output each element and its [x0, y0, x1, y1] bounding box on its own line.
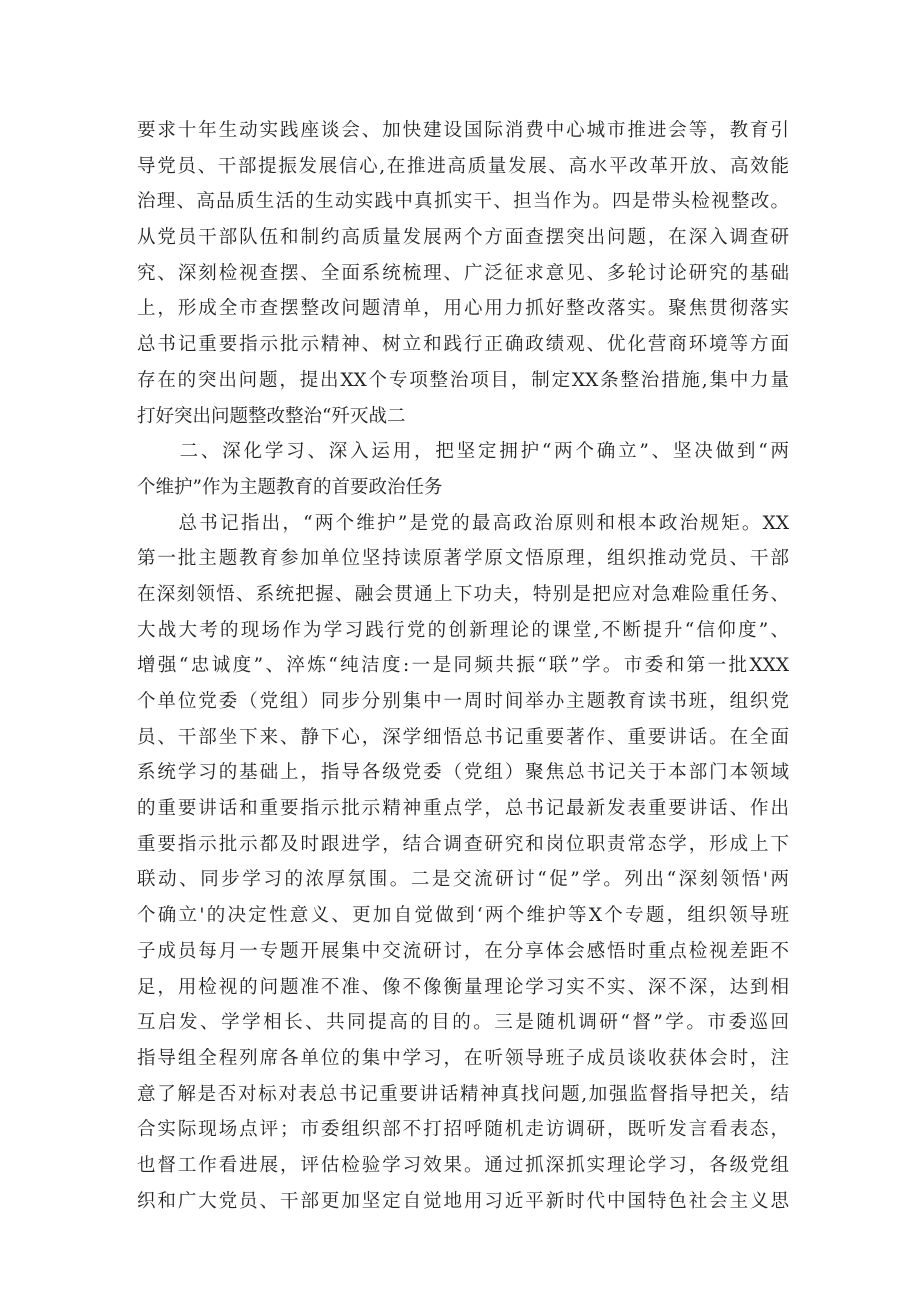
- text-line: 从党员干部队伍和制约高质量发展两个方面查摆突出问题，在深入调查研: [137, 227, 789, 249]
- text-line: 要求十年生动实践座谈会、加快建设国际消费中心城市推进会等，教育引: [137, 120, 789, 141]
- text-line: 也督工作看进展，评估检验学习效果。通过抓深抓实理论学习，各级党组: [137, 1154, 789, 1176]
- text-line: 足，用检视的问题准不准、像不像衡量理论学习实不实、深不深，达到相: [137, 976, 789, 998]
- text-line: 第一批主题教育参加单位坚持读原著学原文悟原理，组织推动党员、干部: [137, 548, 789, 570]
- text-line: 个单位党委（党组）同步分别集中一周时间举办主题教育读书班，组织党: [137, 691, 789, 712]
- text-line: 联动、同步学习的浓厚氛围。二是交流研讨“促”学。列出“深刻领悟'两: [137, 869, 789, 891]
- text-line: 大战大考的现场作为学习践行党的创新理论的课堂,不断提升“信仰度”、: [137, 619, 789, 641]
- text-line: 打好突出问题整改整治“歼灭战二: [137, 405, 406, 427]
- text-line: 互启发、学学相长、共同提高的目的。三是随机调研“督”学。市委巡回: [137, 1012, 789, 1034]
- text-line: 个确立'的决定性意义、更加自觉做到‘两个维护等X个专题，组织领导班: [137, 905, 789, 927]
- section-heading-line: 二、深化学习、深入运用，把坚定拥护“两个确立”、坚决做到“两: [137, 441, 789, 463]
- text-line: 上，形成全市查摆整改问题清单，用心用力抓好整改落实。聚焦贯彻落实: [137, 298, 789, 320]
- text-line: 的重要讲话和重要指示批示精神重点学，总书记最新发表重要讲话、作出: [137, 798, 789, 820]
- text-line: 重要指示批示都及时跟进学，结合调查研究和岗位职责常态学，形成上下: [137, 833, 789, 855]
- text-line: 在深刻领悟、系统把握、融会贯通上下功夫，特别是把应对急难险重任务、: [137, 583, 789, 605]
- text-line: 员、干部坐下来、静下心，深学细悟总书记重要著作、重要讲话。在全面: [137, 726, 789, 748]
- text-line: 意了解是否对标对表总书记重要讲话精神真找问题,加强监督指导把关，结: [137, 1083, 789, 1105]
- text-line: 总书记重要指示批示精神、树立和践行正确政绩观、优化营商环境等方面: [137, 334, 789, 356]
- text-line: 究、深刻检视查摆、全面系统梳理、广泛征求意见、多轮讨论研究的基础: [137, 262, 789, 284]
- text-line: 指导组全程列席各单位的集中学习，在听领导班子成员谈收获体会时，注: [137, 1047, 789, 1069]
- text-line: 增强“忠诚度”、淬炼“纯洁度:一是同频共振“联”学。市委和第一批XXX: [137, 655, 789, 677]
- text-line: 织和广大党员、干部更加坚定自觉地用习近平新时代中国特色社会主义思: [137, 1190, 789, 1212]
- body-text: [137, 113, 789, 1219]
- text-line: 系统学习的基础上，指导各级党委（党组）聚焦总书记关于本部门本领域: [137, 762, 789, 784]
- text-line: 存在的突出问题，提出XX个专项整治项目，制定XX条整治措施,集中力量: [137, 369, 789, 391]
- text-line: 治理、高品质生活的生动实践中真抓实干、担当作为。四是带头检视整改。: [137, 191, 789, 213]
- text-line: 合实际现场点评；市委组织部不打招呼随机走访调研，既听发言看表态，: [137, 1119, 789, 1141]
- text-line: 导党员、干部提振发展信心,在推进高质量发展、高水平改革开放、高效能: [137, 155, 789, 177]
- text-line: 总书记指出，“两个维护”是党的最高政治原则和根本政治规矩。XX: [137, 512, 789, 534]
- text-line: 子成员每月一专题开展集中交流研讨，在分享体会感悟时重点检视差距不: [137, 940, 789, 962]
- section-heading-line: 个维护”作为主题教育的首要政治任务: [137, 476, 443, 498]
